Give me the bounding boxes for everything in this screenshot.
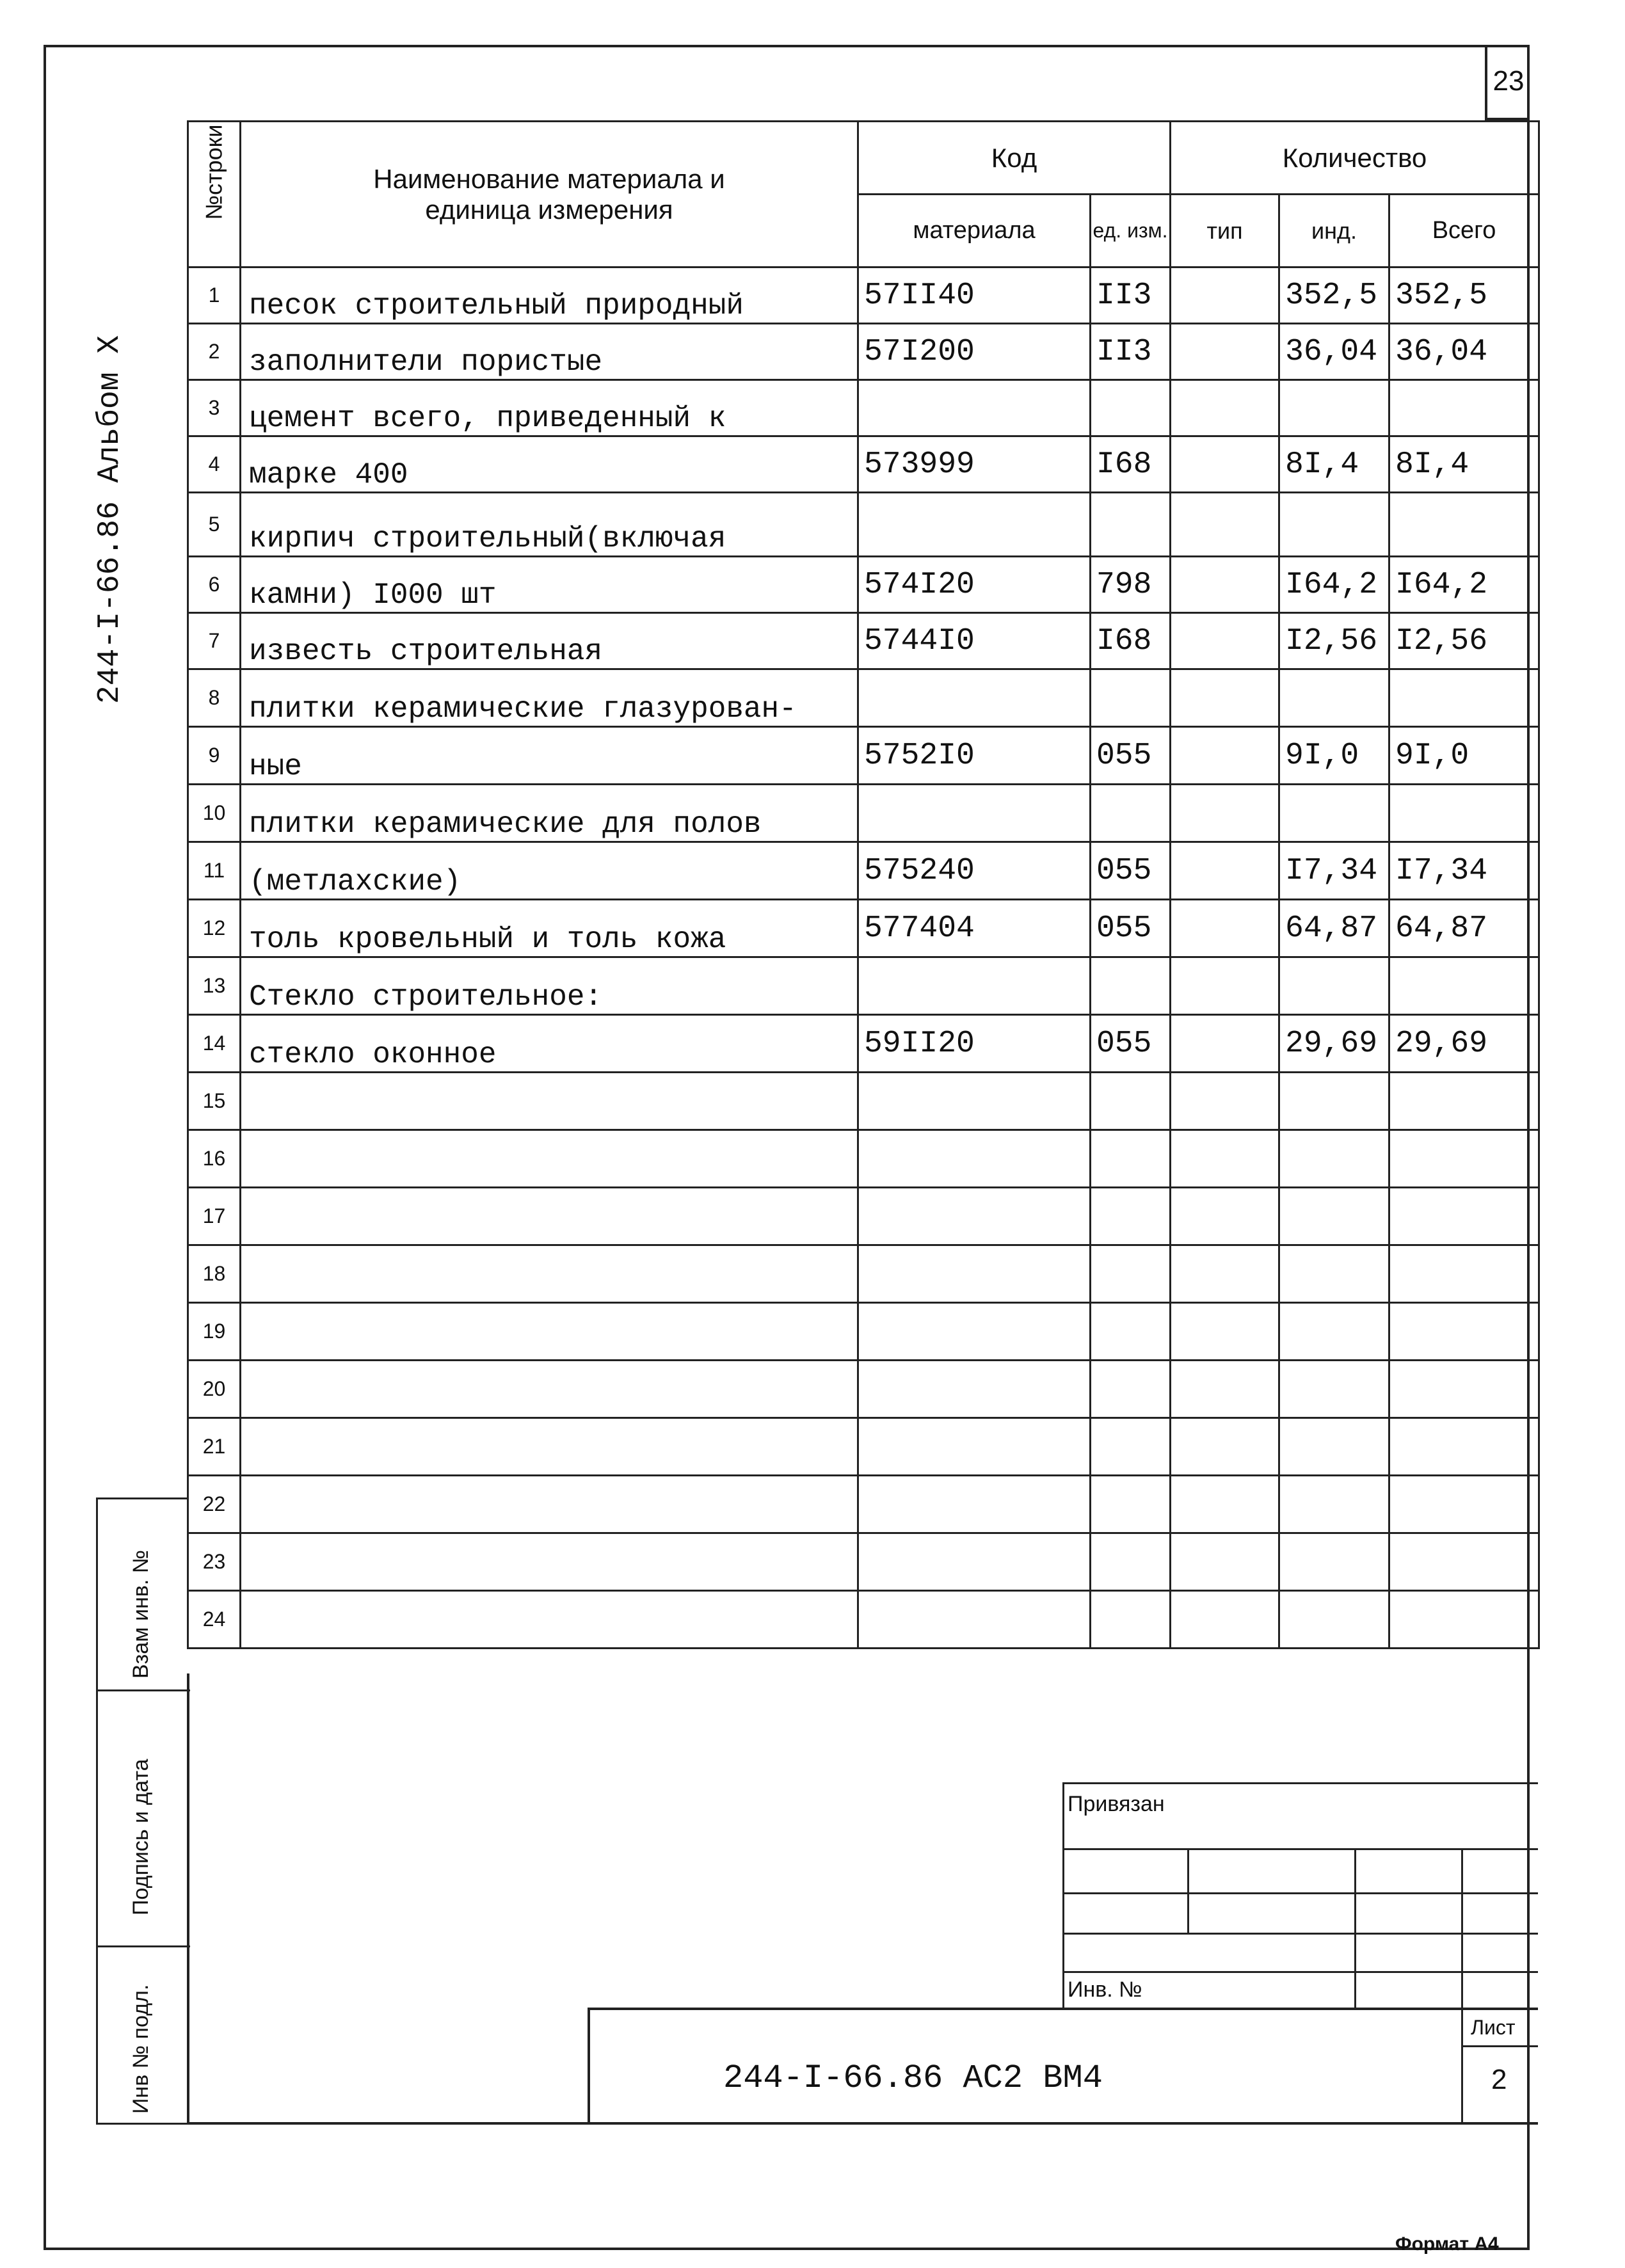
material-code xyxy=(858,1418,1091,1476)
table-row xyxy=(188,1015,1539,1073)
format-label: Формат А4 xyxy=(1395,2233,1499,2255)
row-number: 16 xyxy=(188,1130,241,1188)
material-code: 575240 xyxy=(858,842,1091,900)
qty-total xyxy=(1389,1591,1539,1649)
material-name xyxy=(241,1130,858,1188)
table-row xyxy=(188,613,1539,669)
stamp-left-line xyxy=(187,1673,189,2125)
material-code xyxy=(858,1303,1091,1361)
qty-total xyxy=(1389,1361,1539,1418)
table-row xyxy=(188,1418,1539,1476)
doc-block-top xyxy=(588,2008,1538,2010)
row-number: 21 xyxy=(188,1418,241,1476)
material-name: (метлахские) xyxy=(241,842,858,900)
row-number: 14 xyxy=(188,1015,241,1073)
materials-table xyxy=(187,120,1540,1649)
material-name: песок строительный природный xyxy=(241,268,858,324)
sheet-row-line xyxy=(1461,2045,1538,2047)
qty-type xyxy=(1171,785,1279,842)
unit-code: II3 xyxy=(1091,324,1171,380)
material-name: известь строительная xyxy=(241,613,858,669)
inv-no-label: Инв. № xyxy=(1068,1977,1142,2002)
qty-total: 64,87 xyxy=(1389,900,1539,957)
unit-code xyxy=(1091,1361,1171,1418)
unit-code xyxy=(1091,380,1171,436)
qty-ind xyxy=(1279,1188,1389,1245)
unit-code xyxy=(1091,785,1171,842)
privyazan-row3 xyxy=(1062,1933,1538,1935)
material-code xyxy=(858,1188,1091,1245)
qty-total xyxy=(1389,1245,1539,1303)
qty-ind xyxy=(1279,1303,1389,1361)
privyazan-left-line xyxy=(1062,1782,1064,2009)
material-name: заполнители пористые xyxy=(241,324,858,380)
qty-ind xyxy=(1279,493,1389,557)
material-code xyxy=(858,1130,1091,1188)
qty-type xyxy=(1171,1245,1279,1303)
document-code: 244-I-66.86 АС2 ВМ4 xyxy=(723,2059,1103,2097)
material-name xyxy=(241,1245,858,1303)
table-row xyxy=(188,1188,1539,1245)
qty-ind xyxy=(1279,1533,1389,1591)
unit-code: 055 xyxy=(1091,727,1171,785)
row-number: 9 xyxy=(188,727,241,785)
material-name: плитки керамические для полов xyxy=(241,785,858,842)
qty-type xyxy=(1171,613,1279,669)
qty-ind: I7,34 xyxy=(1279,842,1389,900)
unit-code xyxy=(1091,1476,1171,1533)
material-code xyxy=(858,493,1091,557)
table-row xyxy=(188,842,1539,900)
table-row xyxy=(188,785,1539,842)
unit-code xyxy=(1091,1188,1171,1245)
qty-ind xyxy=(1279,1418,1389,1476)
qty-type xyxy=(1171,1303,1279,1361)
qty-ind: 36,04 xyxy=(1279,324,1389,380)
row-number: 13 xyxy=(188,957,241,1015)
qty-type xyxy=(1171,1130,1279,1188)
side-signature-cell xyxy=(98,1691,190,1947)
privyazan-col1 xyxy=(1187,1848,1189,1933)
header-code-material: материала xyxy=(858,195,1091,268)
material-code: 5744I0 xyxy=(858,613,1091,669)
qty-total xyxy=(1389,1130,1539,1188)
table-row xyxy=(188,727,1539,785)
qty-type xyxy=(1171,1015,1279,1073)
table-row xyxy=(188,1130,1539,1188)
qty-ind xyxy=(1279,380,1389,436)
material-name: камни) I000 шт xyxy=(241,557,858,613)
sheet-col-line xyxy=(1461,2008,1463,2125)
row-number: 23 xyxy=(188,1533,241,1591)
material-code xyxy=(858,1533,1091,1591)
qty-type xyxy=(1171,1188,1279,1245)
qty-type xyxy=(1171,842,1279,900)
row-number: 12 xyxy=(188,900,241,957)
material-name xyxy=(241,1533,858,1591)
qty-type xyxy=(1171,324,1279,380)
header-qty-type: тип xyxy=(1171,195,1279,268)
qty-type xyxy=(1171,1591,1279,1649)
material-code xyxy=(858,957,1091,1015)
material-code: 5752I0 xyxy=(858,727,1091,785)
header-qty-total: Всего xyxy=(1389,195,1539,268)
qty-ind xyxy=(1279,1130,1389,1188)
row-number: 4 xyxy=(188,436,241,493)
material-name: цемент всего, приведенный к xyxy=(241,380,858,436)
privyazan-row2 xyxy=(1062,1892,1538,1894)
qty-total: I7,34 xyxy=(1389,842,1539,900)
qty-type xyxy=(1171,727,1279,785)
unit-code xyxy=(1091,957,1171,1015)
qty-total xyxy=(1389,1303,1539,1361)
header-row-no xyxy=(188,122,241,268)
material-name: стекло оконное xyxy=(241,1015,858,1073)
material-code: 573999 xyxy=(858,436,1091,493)
header-name xyxy=(241,122,858,268)
qty-type xyxy=(1171,380,1279,436)
row-number: 1 xyxy=(188,268,241,324)
qty-type xyxy=(1171,669,1279,727)
sheet-value: 2 xyxy=(1491,2064,1507,2095)
table-row xyxy=(188,557,1539,613)
row-number: 11 xyxy=(188,842,241,900)
material-code: 59II20 xyxy=(858,1015,1091,1073)
qty-ind: I2,56 xyxy=(1279,613,1389,669)
unit-code xyxy=(1091,1418,1171,1476)
qty-type xyxy=(1171,1476,1279,1533)
privyazan-col2 xyxy=(1354,1848,1356,2009)
material-name xyxy=(241,1591,858,1649)
material-name xyxy=(241,1476,858,1533)
side-vzam-inv: Взам инв. № xyxy=(129,1549,153,1679)
side-signature-date: Подпись и дата xyxy=(129,1759,153,1915)
stamp-bottom-line xyxy=(187,2122,1538,2125)
row-number: 7 xyxy=(188,613,241,669)
unit-code xyxy=(1091,1245,1171,1303)
table-row xyxy=(188,324,1539,380)
material-name: плитки керамические глазурован- xyxy=(241,669,858,727)
qty-total xyxy=(1389,1073,1539,1130)
qty-type xyxy=(1171,436,1279,493)
table-row xyxy=(188,1303,1539,1361)
qty-total: 29,69 xyxy=(1389,1015,1539,1073)
row-number: 3 xyxy=(188,380,241,436)
row-number: 17 xyxy=(188,1188,241,1245)
table-row xyxy=(188,1073,1539,1130)
material-name: ные xyxy=(241,727,858,785)
qty-ind xyxy=(1279,1476,1389,1533)
table-row xyxy=(188,900,1539,957)
qty-total: I64,2 xyxy=(1389,557,1539,613)
material-name: кирпич строительный(включая xyxy=(241,493,858,557)
qty-total: 9I,0 xyxy=(1389,727,1539,785)
header-qty-ind: инд. xyxy=(1279,195,1389,268)
material-code xyxy=(858,1361,1091,1418)
page-number: 23 xyxy=(1485,45,1530,120)
qty-ind: 9I,0 xyxy=(1279,727,1389,785)
unit-code: 798 xyxy=(1091,557,1171,613)
row-number: 22 xyxy=(188,1476,241,1533)
qty-ind: I64,2 xyxy=(1279,557,1389,613)
qty-total xyxy=(1389,785,1539,842)
qty-ind xyxy=(1279,957,1389,1015)
side-inv-cell xyxy=(98,1947,190,2127)
qty-ind: 29,69 xyxy=(1279,1015,1389,1073)
unit-code xyxy=(1091,1303,1171,1361)
side-inv-podl: Инв № подл. xyxy=(129,1984,153,2114)
qty-ind xyxy=(1279,785,1389,842)
unit-code xyxy=(1091,669,1171,727)
unit-code xyxy=(1091,493,1171,557)
material-code: 577404 xyxy=(858,900,1091,957)
table-row xyxy=(188,1591,1539,1649)
material-code xyxy=(858,1073,1091,1130)
unit-code: II3 xyxy=(1091,268,1171,324)
material-code xyxy=(858,785,1091,842)
table-row xyxy=(188,1245,1539,1303)
material-code xyxy=(858,380,1091,436)
table-row xyxy=(188,268,1539,324)
qty-type xyxy=(1171,1361,1279,1418)
qty-type xyxy=(1171,268,1279,324)
privyazan-row4 xyxy=(1062,1971,1538,1973)
header-row-no-text: №строки xyxy=(200,124,227,220)
material-code: 574I20 xyxy=(858,557,1091,613)
unit-code xyxy=(1091,1533,1171,1591)
unit-code: 055 xyxy=(1091,900,1171,957)
table-row xyxy=(188,957,1539,1015)
qty-total xyxy=(1389,1476,1539,1533)
header-quantity: Количество xyxy=(1171,122,1539,195)
qty-ind xyxy=(1279,1361,1389,1418)
table-row xyxy=(188,1533,1539,1591)
album-label: 244-I-66.86 Альбом X xyxy=(93,335,127,704)
material-code xyxy=(858,1476,1091,1533)
privyazan-row1 xyxy=(1062,1848,1538,1850)
material-name xyxy=(241,1418,858,1476)
material-code xyxy=(858,669,1091,727)
unit-code xyxy=(1091,1591,1171,1649)
material-name xyxy=(241,1188,858,1245)
table-row xyxy=(188,1361,1539,1418)
row-number: 2 xyxy=(188,324,241,380)
table-body xyxy=(188,268,1539,1649)
qty-type xyxy=(1171,1533,1279,1591)
qty-total xyxy=(1389,1418,1539,1476)
qty-ind xyxy=(1279,1591,1389,1649)
qty-type xyxy=(1171,1418,1279,1476)
table-row xyxy=(188,436,1539,493)
row-number: 19 xyxy=(188,1303,241,1361)
qty-type xyxy=(1171,557,1279,613)
material-code xyxy=(858,1245,1091,1303)
qty-total xyxy=(1389,493,1539,557)
qty-ind: 352,5 xyxy=(1279,268,1389,324)
table-row xyxy=(188,669,1539,727)
material-name xyxy=(241,1361,858,1418)
material-code: 57II40 xyxy=(858,268,1091,324)
unit-code: 055 xyxy=(1091,842,1171,900)
material-name: толь кровельный и толь кожа xyxy=(241,900,858,957)
qty-total: 8I,4 xyxy=(1389,436,1539,493)
material-name xyxy=(241,1073,858,1130)
header-code-unit: ед. изм. xyxy=(1091,195,1171,268)
material-name: Стекло строительное: xyxy=(241,957,858,1015)
row-number: 8 xyxy=(188,669,241,727)
side-stamp xyxy=(96,1497,188,2125)
header-code: Код xyxy=(858,122,1171,195)
qty-total xyxy=(1389,380,1539,436)
unit-code: 055 xyxy=(1091,1015,1171,1073)
qty-ind xyxy=(1279,669,1389,727)
header-name-text: Наименование материала и единица измерения xyxy=(373,163,725,225)
qty-type xyxy=(1171,493,1279,557)
qty-type xyxy=(1171,900,1279,957)
unit-code: I68 xyxy=(1091,613,1171,669)
table-row xyxy=(188,380,1539,436)
privyazan-top-line xyxy=(1062,1782,1538,1784)
table-row xyxy=(188,1476,1539,1533)
privyazan-col3 xyxy=(1461,1848,1463,2009)
material-name: марке 400 xyxy=(241,436,858,493)
table-row xyxy=(188,493,1539,557)
doc-block-left xyxy=(588,2008,590,2125)
unit-code xyxy=(1091,1130,1171,1188)
material-code xyxy=(858,1591,1091,1649)
qty-type xyxy=(1171,1073,1279,1130)
qty-total: I2,56 xyxy=(1389,613,1539,669)
row-number: 18 xyxy=(188,1245,241,1303)
qty-total xyxy=(1389,669,1539,727)
qty-total xyxy=(1389,957,1539,1015)
row-number: 20 xyxy=(188,1361,241,1418)
unit-code xyxy=(1091,1073,1171,1130)
qty-type xyxy=(1171,957,1279,1015)
qty-ind xyxy=(1279,1245,1389,1303)
side-vzam-cell xyxy=(98,1499,190,1691)
unit-code: I68 xyxy=(1091,436,1171,493)
row-number: 10 xyxy=(188,785,241,842)
qty-total xyxy=(1389,1533,1539,1591)
qty-ind: 64,87 xyxy=(1279,900,1389,957)
row-number: 6 xyxy=(188,557,241,613)
row-number: 15 xyxy=(188,1073,241,1130)
qty-total: 352,5 xyxy=(1389,268,1539,324)
qty-total: 36,04 xyxy=(1389,324,1539,380)
qty-ind xyxy=(1279,1073,1389,1130)
row-number: 5 xyxy=(188,493,241,557)
material-code: 57I200 xyxy=(858,324,1091,380)
qty-ind: 8I,4 xyxy=(1279,436,1389,493)
qty-total xyxy=(1389,1188,1539,1245)
row-number: 24 xyxy=(188,1591,241,1649)
privyazan-label: Привязан xyxy=(1068,1792,1165,1816)
sheet-label: Лист xyxy=(1471,2016,1516,2039)
material-name xyxy=(241,1303,858,1361)
